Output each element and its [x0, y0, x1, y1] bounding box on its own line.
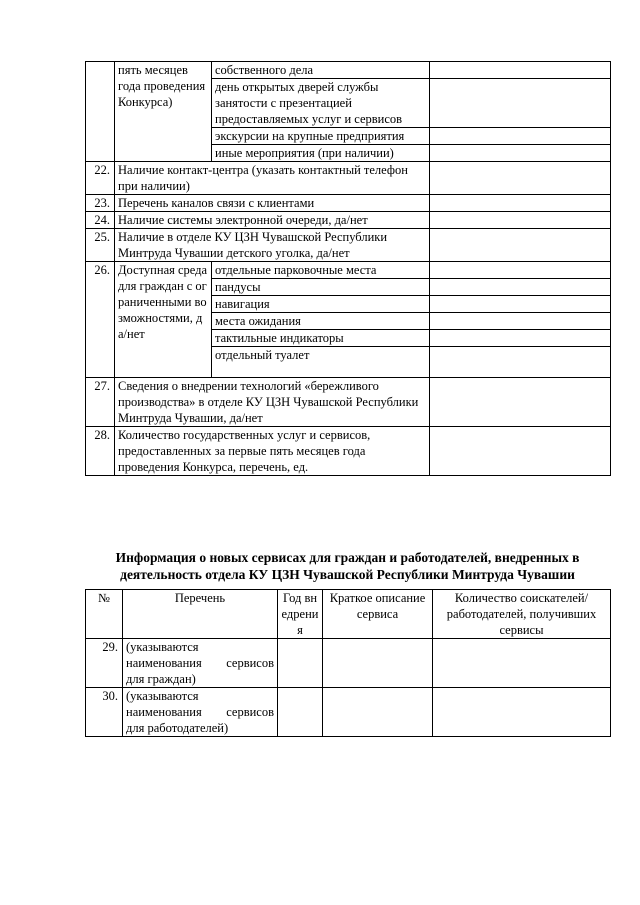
row-number: 28. — [86, 427, 115, 476]
table-row — [86, 229, 611, 262]
section-title: Информация о новых сервисах для граждан и работодателей, внедренных в деятельность отдела КУ ЦЗН Чувашской Республики Минтруда Чувашии — [115, 550, 580, 582]
sub-item: пандусы — [212, 279, 430, 296]
value-cell — [430, 128, 611, 145]
table-row — [86, 688, 611, 737]
value-cell — [430, 296, 611, 313]
description-cell — [323, 639, 433, 688]
year-cell — [278, 639, 323, 688]
services-table — [85, 589, 611, 737]
value-cell — [430, 229, 611, 262]
criterion-label: Доступная среда для граждан с ограниченными возможностями, да/нет — [115, 262, 212, 378]
column-header: № — [86, 590, 123, 639]
criterion-text: Наличие системы электронной очереди, да/нет — [115, 212, 430, 229]
value-cell — [430, 378, 611, 427]
sub-item: тактильные индикаторы — [212, 330, 430, 347]
value-cell — [430, 212, 611, 229]
table-row — [86, 62, 611, 79]
value-cell — [430, 145, 611, 162]
criterion-text: Наличие в отделе КУ ЦЗН Чувашской Республики Минтруда Чувашии детского уголка, да/нет — [115, 229, 430, 262]
service-list-cell: (указываются наименования сервисов для граждан) — [123, 639, 278, 688]
criteria-table — [85, 61, 611, 476]
value-cell — [430, 313, 611, 330]
value-cell — [430, 162, 611, 195]
value-cell — [430, 347, 611, 378]
criterion-text: Сведения о внедрении технологий «бережливого производства» в отделе КУ ЦЗН Чувашской Республики Минтруда Чувашии, да/нет — [115, 378, 430, 427]
row-number: 30. — [86, 688, 123, 737]
row-number: 24. — [86, 212, 115, 229]
table-row — [86, 378, 611, 427]
sub-item: экскурсии на крупные предприятия — [212, 128, 430, 145]
row-number: 26. — [86, 262, 115, 378]
table-row — [86, 262, 611, 279]
row-number: 29. — [86, 639, 123, 688]
service-list-cell: (указываются наименования сервисов для работодателей) — [123, 688, 278, 737]
sub-item: иные мероприятия (при наличии) — [212, 145, 430, 162]
year-cell — [278, 688, 323, 737]
count-cell — [433, 688, 611, 737]
value-cell — [430, 427, 611, 476]
sub-item: отдельные парковочные места — [212, 262, 430, 279]
column-header: Год внедрения — [278, 590, 323, 639]
description-cell — [323, 688, 433, 737]
sub-item: отдельный туалет — [212, 347, 430, 378]
value-cell — [430, 330, 611, 347]
value-cell — [430, 62, 611, 79]
criterion-label: пять месяцев года проведения Конкурса) — [115, 62, 212, 162]
sub-item: собственного дела — [212, 62, 430, 79]
value-cell — [430, 195, 611, 212]
row-number — [86, 62, 115, 162]
row-number: 23. — [86, 195, 115, 212]
criterion-text: Перечень каналов связи с клиентами — [115, 195, 430, 212]
column-header: Перечень — [123, 590, 278, 639]
row-number: 27. — [86, 378, 115, 427]
value-cell — [430, 279, 611, 296]
sub-item: навигация — [212, 296, 430, 313]
column-header: Краткое описание сервиса — [323, 590, 433, 639]
row-number: 22. — [86, 162, 115, 195]
sub-item: день открытых дверей службы занятости с презентацией предоставляемых услуг и сервисов — [212, 79, 430, 128]
count-cell — [433, 639, 611, 688]
table-row — [86, 195, 611, 212]
value-cell — [430, 262, 611, 279]
table-row — [86, 162, 611, 195]
table-header-row — [86, 590, 611, 639]
criterion-text: Количество государственных услуг и сервисов, предоставленных за первые пять месяцев года проведения Конкурса, перечень, ед. — [115, 427, 430, 476]
table-row — [86, 212, 611, 229]
table-row — [86, 639, 611, 688]
sub-item: места ожидания — [212, 313, 430, 330]
criterion-text: Наличие контакт-центра (указать контактный телефон при наличии) — [115, 162, 430, 195]
value-cell — [430, 79, 611, 128]
row-number: 25. — [86, 229, 115, 262]
table-row — [86, 427, 611, 476]
column-header: Количество соискателей/работодателей, получивших сервисы — [433, 590, 611, 639]
